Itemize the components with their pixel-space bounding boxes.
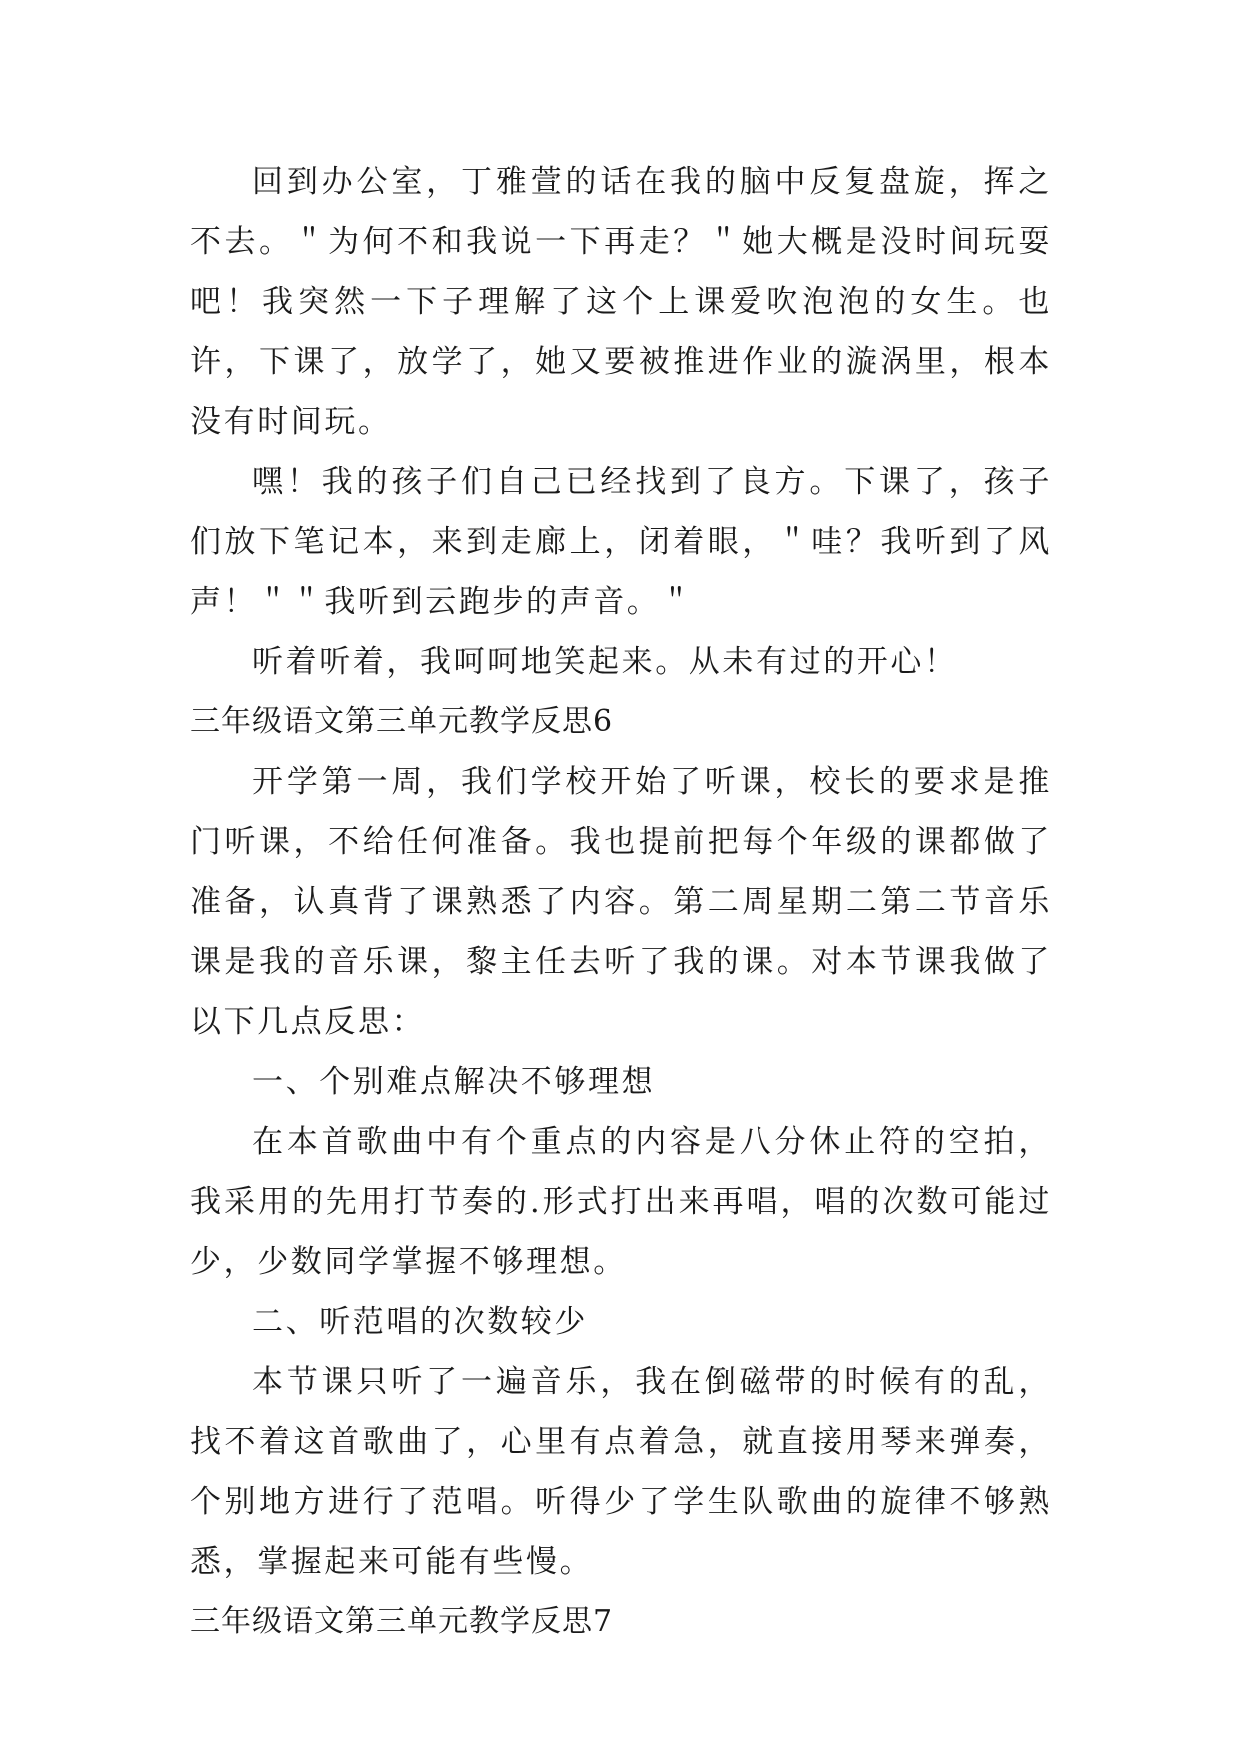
section-heading-reflection-6: 三年级语文第三单元教学反思6	[190, 704, 614, 739]
subheading-difficulty: 一、个别难点解决不够理想	[252, 1064, 656, 1100]
paragraph-laughing: 听着听着，我呵呵地笑起来。从未有过的开心！	[252, 644, 958, 680]
paragraph-children-remedy: 嘿！我的孩子们自己已经找到了良方。下课了，孩子们放下笔记本，来到走廊上，闭着眼，＂哇？我听到了风声！＂＂我听到云跑步的声音。＂	[190, 464, 1052, 620]
document-body	[190, 152, 1052, 1652]
paragraph-difficulty-detail: 在本首歌曲中有个重点的内容是八分休止符的空拍，我采用的先用打节奏的.形式打出来再唱，唱的次数可能过少，少数同学掌握不够理想。	[190, 1124, 1052, 1280]
subheading-listening: 二、听范唱的次数较少	[252, 1304, 588, 1340]
paragraph-first-week: 开学第一周，我们学校开始了听课，校长的要求是推门听课，不给任何准备。我也提前把每个年级的课都做了准备，认真背了课熟悉了内容。第二周星期二第二节音乐课是我的音乐课，黎主任去听了我的课。对本节课我做了以下几点反思：	[190, 764, 1052, 1040]
paragraph-listening-detail: 本节课只听了一遍音乐，我在倒磁带的时候有的乱，找不着这首歌曲了，心里有点着急，就直接用琴来弹奏，个别地方进行了范唱。听得少了学生队歌曲的旋律不够熟悉，掌握起来可能有些慢。	[190, 1364, 1052, 1580]
paragraph-office-reflection: 回到办公室，丁雅萱的话在我的脑中反复盘旋，挥之不去。＂为何不和我说一下再走？＂她大概是没时间玩耍吧！我突然一下子理解了这个上课爱吹泡泡的女生。也许，下课了，放学了，她又要被推进作业的漩涡里，根本没有时间玩。	[190, 164, 1052, 440]
section-heading-reflection-7: 三年级语文第三单元教学反思7	[190, 1604, 614, 1639]
